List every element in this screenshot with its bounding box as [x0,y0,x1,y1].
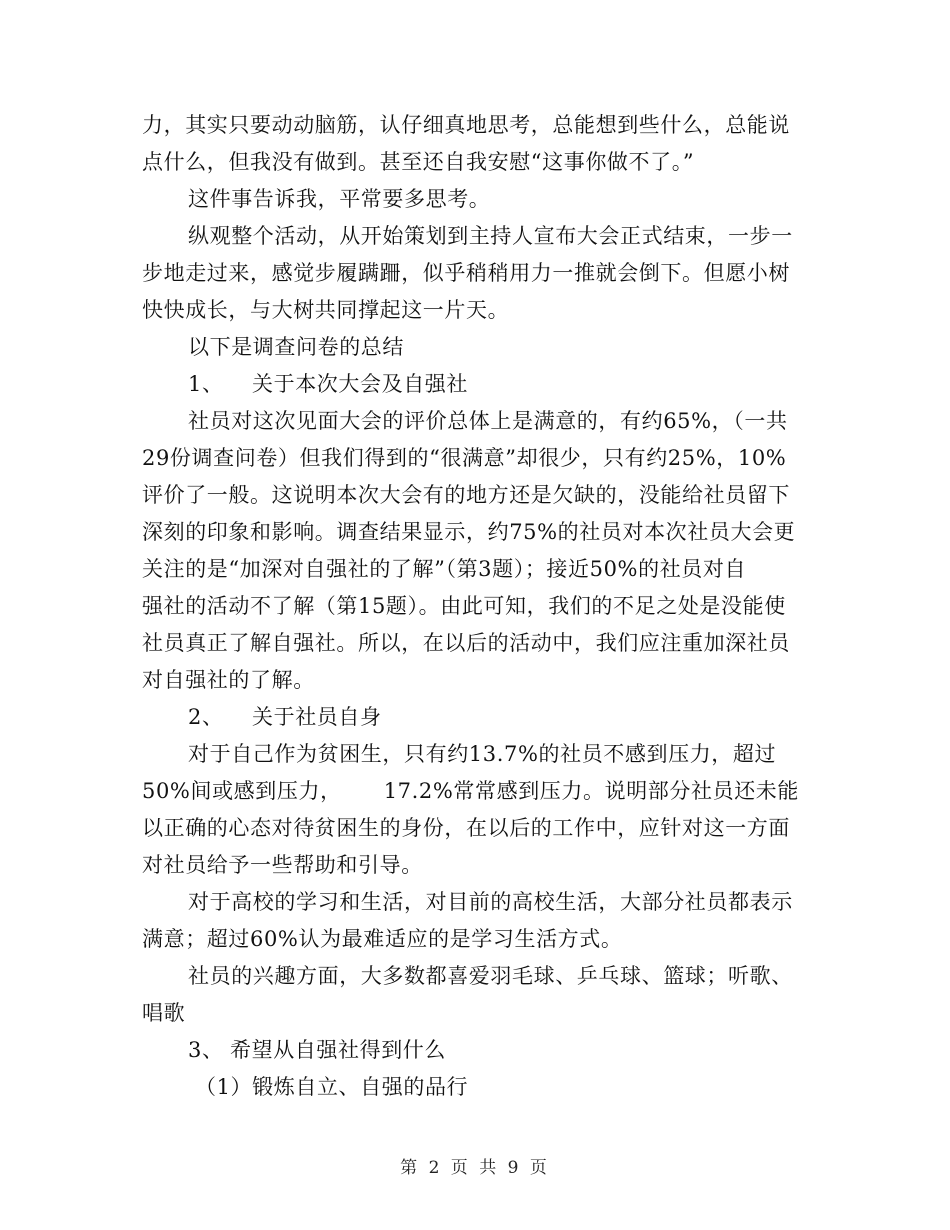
paragraph-line: 步地走过来，感觉步履蹒跚，似乎稍稍用力一推就会倒下。但愿小树 [142,261,790,285]
paragraph-line: 力，其实只要动动脑筋，认仔细真地思考，总能想到些什么，总能说 [142,113,790,137]
paragraph-line: 对于高校的学习和生活，对目前的高校生活，大部分社员都表示 [188,890,793,914]
section-number: 2、 [188,705,224,729]
section-title: 希望从自强社得到什么 [230,1038,446,1062]
paragraph-line: 29份调查问卷）但我们得到的“很满意”却很少，只有约25%，10% [142,446,787,470]
page-footer: 第 2 页 共 9 页 [400,1158,550,1178]
paragraph-line: 点什么，但我没有做到。甚至还自我安慰“这事你做不了。” [142,150,695,174]
paragraph-line: 唱歌 [142,1001,186,1025]
paragraph-line [142,773,807,810]
section-heading-2 [142,699,807,736]
paragraph-line: 这件事告诉我，平常要多思考。 [188,187,491,211]
paragraph-line: 关注的是“加深对自强社的了解”（第3题）；接近50%的社员对自 [142,557,747,581]
paragraph-line: 评价了一般。这说明本次大会有的地方还是欠缺的，没能给社员留下 [142,483,790,507]
paragraph-line: 对社员给予一些帮助和引导。 [142,853,423,877]
section-heading-3 [142,1032,807,1069]
paragraph-line: 快快成长，与大树共同撑起这一片天。 [142,298,510,322]
section-number: 3、 [188,1038,224,1062]
paragraph-line: 满意；超过60%认为最难适应的是学习生活方式。 [142,927,623,951]
text-segment: 17.2%常常感到压力。说明部分社员还未能 [383,779,799,803]
paragraph-line: 对自强社的了解。 [142,668,315,692]
paragraph-line: 强社的活动不了解（第15题）。由此可知，我们的不足之处是没能使 [142,594,786,618]
paragraph-line: 以正确的心态对待贫困生的身份，在以后的工作中，应针对这一方面 [142,816,790,840]
paragraph-line: 社员的兴趣方面，大多数都喜爱羽毛球、乒乓球、篮球；听歌、 [188,964,793,988]
paragraph-line: 对于自己作为贫困生，只有约13.7%的社员不感到压力，超过 [188,742,777,766]
page-body [142,107,807,1106]
paragraph-line: 深刻的印象和影响。调查结果显示，约75%的社员对本次社员大会更 [142,520,796,544]
paragraph-line: 社员真正了解自强社。所以，在以后的活动中，我们应注重加深社员 [142,631,790,655]
list-item: （1）锻炼自立、自强的品行 [195,1075,469,1099]
section-title: 关于社员自身 [252,705,382,729]
paragraph-line: 以下是调查问卷的总结 [188,335,404,359]
paragraph-line: 社员对这次见面大会的评价总体上是满意的，有约65%，（一共 [188,409,788,433]
text-segment: 50%间或感到压力， [142,779,342,803]
section-heading-1 [142,366,807,403]
section-title: 关于本次大会及自强社 [252,372,468,396]
paragraph-line: 纵观整个活动，从开始策划到主持人宣布大会正式结束，一步一 [188,224,793,248]
section-number: 1、 [188,372,224,396]
